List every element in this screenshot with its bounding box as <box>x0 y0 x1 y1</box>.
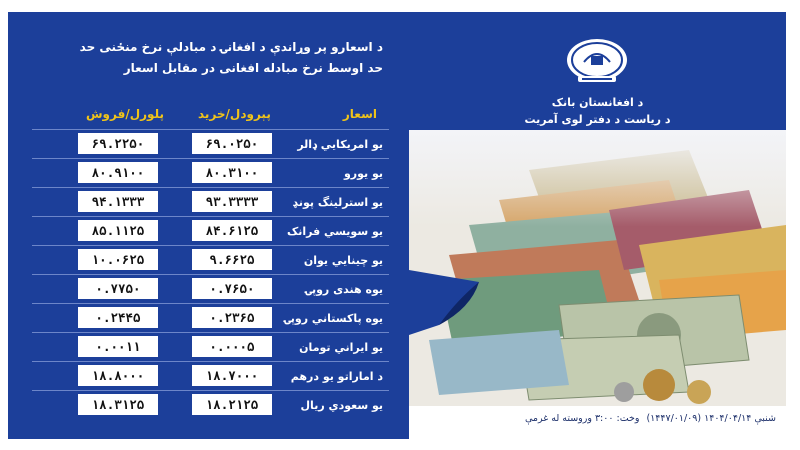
header-band <box>409 12 786 130</box>
buy-rate: ۰.۰۰۰۵ <box>192 336 272 357</box>
currency-name: د اماراتو یو درهم <box>290 370 383 383</box>
sell-rate: ۱۸.۳۱۲۵ <box>78 394 158 415</box>
rate-row <box>8 217 409 245</box>
bank-branding-panel <box>409 12 786 439</box>
currency-name: یوه هندی روپۍ <box>305 283 383 296</box>
rate-row <box>8 391 409 419</box>
rate-row <box>8 246 409 274</box>
banknotes-photo <box>409 130 786 406</box>
sell-rate: ۶۹.۲۲۵۰ <box>78 133 158 154</box>
sell-rate: ۹۴.۱۳۳۳ <box>78 191 158 212</box>
sell-rate: ۸۰.۹۱۰۰ <box>78 162 158 183</box>
bank-department: د ریاست د دفتر لوی آمریت <box>524 113 671 126</box>
buy-rate: ۹۳.۳۳۳۳ <box>192 191 272 212</box>
currency-name: یو سویسي فرانک <box>286 225 383 238</box>
rate-row <box>8 333 409 361</box>
column-header-sell: پلورل/فروش <box>86 107 164 121</box>
rate-row <box>8 275 409 303</box>
buy-rate: ۹.۶۶۲۵ <box>192 249 272 270</box>
footer-bar <box>409 406 786 439</box>
buy-rate: ۰.۷۶۵۰ <box>192 278 272 299</box>
buy-rate: ۰.۲۳۶۵ <box>192 307 272 328</box>
exchange-rates-panel <box>8 12 409 439</box>
sell-rate: ۱۸.۸۰۰۰ <box>78 365 158 386</box>
currency-name: یو استرلینگ پونډ <box>292 196 383 209</box>
sell-rate: ۰.۲۴۴۵ <box>78 307 158 328</box>
buy-rate: ۱۸.۷۰۰۰ <box>192 365 272 386</box>
title-pashto: د اسعارو پر وړاندې د افغانۍ د مبادلې نرخ منځنی حد <box>79 40 383 54</box>
bank-seal-logo <box>564 38 630 86</box>
bank-name: د افغانستان بانک <box>551 96 644 109</box>
date-label: شنبې ۱۴۰۴/۰۴/۱۴ (۱۴۴۷/۰۱/۰۹) <box>646 413 776 424</box>
buy-rate: ۶۹.۰۲۵۰ <box>192 133 272 154</box>
sell-rate: ۰.۰۰۱۱ <box>78 336 158 357</box>
buy-rate: ۱۸.۲۱۲۵ <box>192 394 272 415</box>
currency-name: یو یورو <box>343 167 383 180</box>
currency-name: یو امریکایي ډالر <box>297 138 383 151</box>
rate-row <box>8 188 409 216</box>
currency-name: یو چینایي یوان <box>303 254 383 267</box>
sell-rate: ۱۰.۰۶۲۵ <box>78 249 158 270</box>
sell-rate: ۸۵.۱۱۲۵ <box>78 220 158 241</box>
currency-name: یو ایراني تومان <box>299 341 383 354</box>
buy-rate: ۸۰.۳۱۰۰ <box>192 162 272 183</box>
buy-rate: ۸۴.۶۱۲۵ <box>192 220 272 241</box>
title-dari: حد اوسط نرخ مبادله افغانی در مقابل اسعار <box>123 61 383 75</box>
currency-name: یو سعودي ریال <box>300 399 383 412</box>
currency-name: یوه پاکستاني روپۍ <box>284 312 383 325</box>
time-label: وخت: ۳:۰۰ وروسته له غرمې <box>525 413 640 424</box>
rate-row <box>8 130 409 158</box>
sell-rate: ۰.۷۷۵۰ <box>78 278 158 299</box>
column-header-buy: پېرودل/خرید <box>198 107 271 121</box>
column-header-currency: اسعار <box>342 107 377 121</box>
rate-row <box>8 362 409 390</box>
rate-row <box>8 304 409 332</box>
rate-row <box>8 159 409 187</box>
